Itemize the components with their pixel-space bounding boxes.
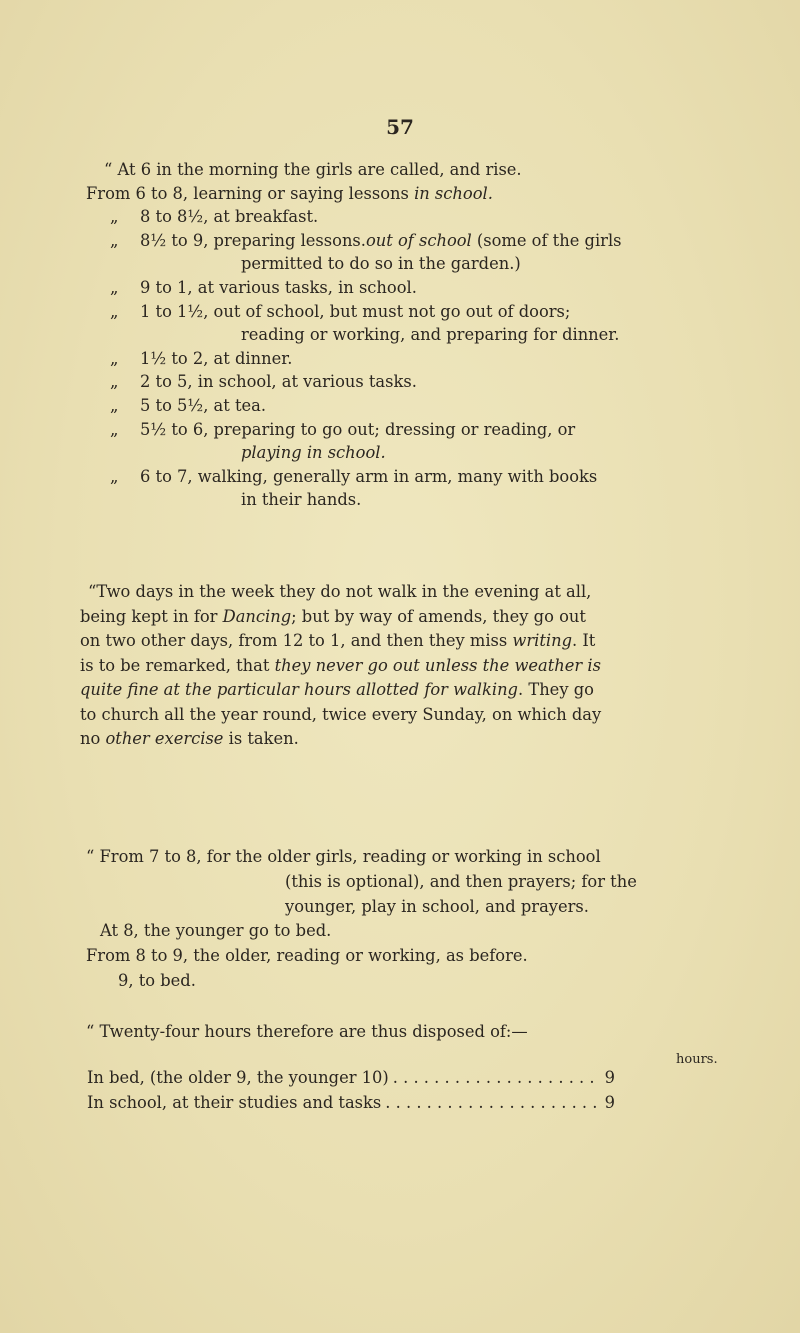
walking-line-7: no other exercise is taken. xyxy=(80,729,299,748)
schedule-line xyxy=(86,441,726,465)
schedule-italic: playing in school. xyxy=(241,443,386,463)
schedule-line xyxy=(86,300,726,324)
evening-line-5: From 8 to 9, the older, reading or working, as before. xyxy=(86,946,528,966)
ditto-mark: „ xyxy=(110,301,119,321)
schedule-prefix: From 6 to 8, learning or saying lessons xyxy=(86,183,415,203)
summary-row xyxy=(87,1093,615,1112)
summary-row-label: In bed, (the older 9, the younger 10) xyxy=(87,1068,389,1087)
schedule-line xyxy=(86,394,726,418)
schedule-italic: in school. xyxy=(414,183,493,203)
evening-line-4: At 8, the younger go to bed. xyxy=(100,921,332,941)
schedule-line xyxy=(86,347,726,371)
schedule-line xyxy=(86,182,726,206)
schedule-line xyxy=(86,323,726,347)
summary-row xyxy=(87,1068,615,1087)
schedule-text: 9 to 1, at various tasks, in school. xyxy=(140,277,417,297)
schedule-tail: (some of the girls xyxy=(471,230,622,250)
page-number: 57 xyxy=(386,115,414,139)
evening-line-2: (this is optional), and then prayers; for the xyxy=(285,871,637,891)
ditto-mark: „ xyxy=(110,372,119,392)
summary-row-value: 9 xyxy=(604,1093,615,1112)
schedule-line xyxy=(86,418,726,442)
ditto-mark: „ xyxy=(110,466,119,486)
schedule-text: 8 to 8½, at breakfast. xyxy=(140,207,319,227)
walking-line-5: quite fine at the particular hours allotted for walking. They go xyxy=(80,680,594,699)
schedule-text: 1 to 1½, out of school, but must not go out of doors; xyxy=(140,301,571,321)
ditto-mark: „ xyxy=(110,230,119,250)
schedule-italic: out of school xyxy=(365,230,472,250)
walking-paragraph xyxy=(80,580,720,752)
schedule-line xyxy=(86,488,726,512)
summary-row-label: In school, at their studies and tasks xyxy=(87,1093,382,1112)
daily-schedule xyxy=(86,158,726,512)
schedule-text: reading or working, and preparing for dinner. xyxy=(241,325,620,345)
schedule-line xyxy=(86,205,726,229)
ditto-mark: „ xyxy=(110,348,119,368)
walking-line-1: “Two days in the week they do not walk in the evening at all, xyxy=(88,582,592,601)
evening-line-6: 9, to bed. xyxy=(118,970,196,990)
schedule-text: 1½ to 2, at dinner. xyxy=(140,348,293,368)
schedule-line xyxy=(86,229,726,253)
walking-line-4: is to be remarked, that they never go out unless the weather is xyxy=(80,655,601,675)
schedule-text: 5 to 5½, at tea. xyxy=(140,395,267,415)
schedule-text: permitted to do so in the garden.) xyxy=(241,254,521,274)
ditto-mark: „ xyxy=(110,395,119,415)
summary-intro: “ Twenty-four hours therefore are thus disposed of:— xyxy=(86,1022,528,1041)
schedule-line xyxy=(86,465,726,489)
schedule-prefix: “ At 6 in the morning the girls are called, and rise. xyxy=(104,160,522,179)
walking-line-2: being kept in for Dancing; but by way of amends, they go out xyxy=(80,606,586,626)
schedule-text: in their hands. xyxy=(241,490,362,510)
ditto-mark: „ xyxy=(110,419,119,439)
evening-line-3: younger, play in school, and prayers. xyxy=(285,896,589,916)
schedule-line xyxy=(86,158,726,182)
ditto-mark: „ xyxy=(110,277,119,297)
dot-leader xyxy=(393,1068,599,1087)
ditto-mark: „ xyxy=(110,207,119,227)
schedule-text: 2 to 5, in school, at various tasks. xyxy=(140,372,417,392)
schedule-line xyxy=(86,276,726,300)
summary-row-value: 9 xyxy=(604,1068,615,1087)
walking-line-3: on two other days, from 12 to 1, and then they miss writing. It xyxy=(80,631,596,650)
schedule-text: 8½ to 9, preparing lessons. xyxy=(140,230,366,250)
evening-schedule xyxy=(86,845,726,994)
evening-line-1: “ From 7 to 8, for the older girls, reading or working in school xyxy=(86,847,601,866)
walking-line-6: to church all the year round, twice every Sunday, on which day xyxy=(80,704,602,724)
schedule-text: 6 to 7, walking, generally arm in arm, many with books xyxy=(140,466,598,486)
dot-leader xyxy=(385,1093,599,1112)
schedule-line xyxy=(86,370,726,394)
hours-column-header: hours. xyxy=(676,1052,718,1067)
schedule-line xyxy=(86,252,726,276)
schedule-text: 5½ to 6, preparing to go out; dressing or reading, or xyxy=(140,419,576,439)
